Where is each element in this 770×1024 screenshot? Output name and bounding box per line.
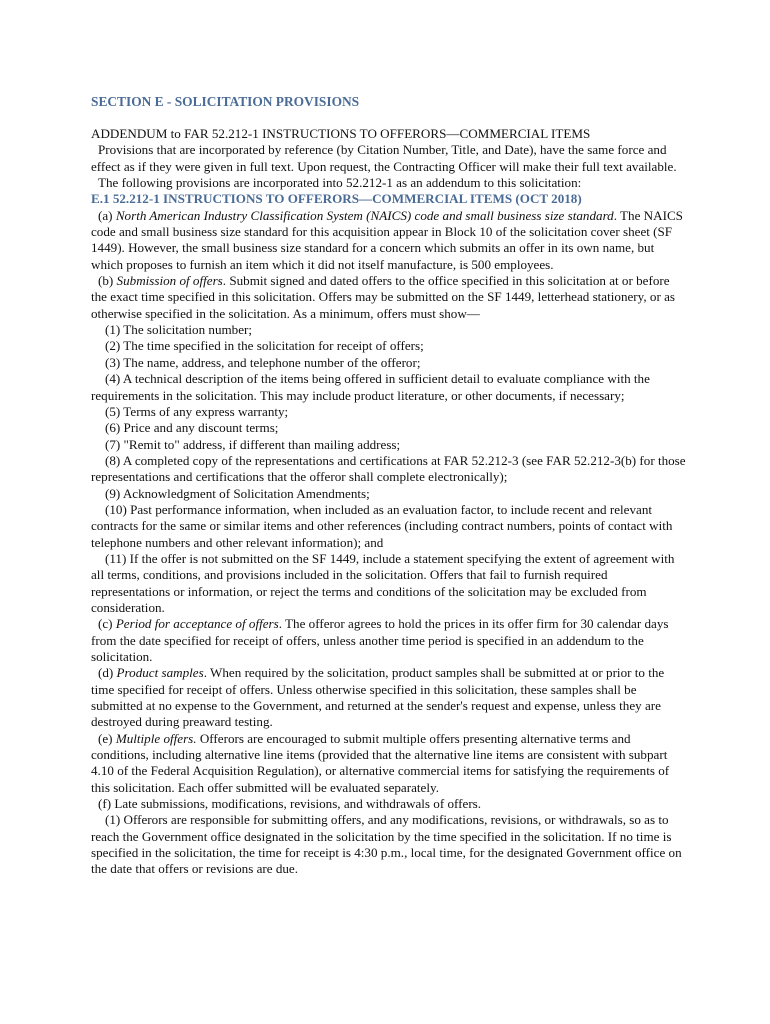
paragraph-label: Product samples (116, 665, 204, 681)
paragraph-c (91, 616, 687, 665)
paragraph-marker: (e) (98, 730, 116, 746)
list-item: (2) The time specified in the solicitation for receipt of offers; (105, 338, 424, 354)
list-item: (4) A technical description of the items being offered in sufficient detail to evaluate compliance with the requirements in the solicitation. This may include product literature, or other documents, if necessary; (91, 371, 650, 403)
paragraph-f1: (1) Offerors are responsible for submitting offers, and any modifications, revisions, or withdrawals, so as to reach the Government office designated in the solicitation by the time specified in the solicitation. If no time is specified in the solicitation, the time for receipt is 4:30 p.m., local time, for the designated Government office on the date that offers or revisions are due. (91, 812, 682, 877)
list-item: (8) A completed copy of the representations and certifications at FAR 52.212-3 (see FAR 52.212-3(b) for those representations and certifications that the offeror shall complete electronically); (91, 452, 686, 485)
paragraph-marker: (d) (98, 665, 117, 681)
paragraph-marker: (c) (98, 616, 116, 632)
paragraph-text: . Submit signed and dated offers to the office specified in this solicitation at or before the exact time specified in this solicitation. Offers may be submitted on the SF 1449, letterhead stationery, or as otherwise specified in the solicitation. As a minimum, offers must show— (91, 273, 675, 321)
paragraph-b (91, 273, 687, 322)
addendum-title: ADDENDUM to FAR 52.212-1 INSTRUCTIONS TO OFFERORS—COMMERCIAL ITEMS (91, 126, 591, 141)
paragraph-a (91, 208, 687, 273)
intro-paragraph: Provisions that are incorporated by reference (by Citation Number, Title, and Date), have the same force and effect as if they were given in full text. Upon request, the Contracting Officer will make their full text available. (91, 142, 677, 174)
provision-heading: E.1 52.212-1 INSTRUCTIONS TO OFFERORS—COMMERCIAL ITEMS (OCT 2018) (91, 191, 582, 207)
paragraph-marker: (a) (98, 207, 116, 223)
paragraph-text: . The NAICS code and small business size standard for this acquisition appear in Block 10 of the solicitation cover sheet (SF 1449). However, the small business size standard for a concern which submits an offer in its own name, but which proposes to furnish an item which it did not itself manufacture, is 500 employees. (91, 207, 683, 272)
paragraph-text: . The offeror agrees to hold the prices in its offer firm for 30 calendar days from the date specified for receipt of offers, unless another time period is specified in an addendum to the solicitation. (91, 616, 669, 664)
paragraph-label: Multiple offers. (115, 730, 197, 746)
paragraph-d (91, 665, 687, 730)
list-item: (9) Acknowledgment of Solicitation Amendments; (105, 485, 370, 501)
list-item: (5) Terms of any express warranty; (105, 403, 289, 419)
paragraph-label: Submission of offers (116, 273, 223, 289)
paragraph-label: North American Industry Classification System (NAICS) code and small business size standard (115, 207, 614, 223)
list-item: (1) The solicitation number; (105, 322, 253, 338)
paragraph-e (91, 731, 687, 796)
paragraph-text: . When required by the solicitation, product samples shall be submitted at or prior to the time specified for receipt of offers. Unless otherwise specified in this solicitation, these samples shall be submitted at no expense to the Government, and returned at the sender's request and expense, unless they are destroyed during preaward testing. (91, 665, 665, 730)
list-item: (11) If the offer is not submitted on the SF 1449, include a statement specifying the extent of agreement with all terms, conditions, and provisions included in the solicitation. Offers that fail to furnish required representations or information, or reject the terms and conditions of the solicitation may be excluded from consideration. (91, 550, 675, 615)
paragraph-f: (f) Late submissions, modifications, revisions, and withdrawals of offers. (98, 796, 482, 812)
paragraph-text: Offerors are encouraged to submit multiple offers presenting alternative terms and conditions, including alternative line items (provided that the alternative line items are consistent with subpart 4.10 of the Federal Acquisition Regulation), or alternative commercial items for satisfying the requirements of this solicitation. Each offer submitted will be evaluated separately. (91, 730, 670, 795)
list-item: (7) "Remit to" address, if different than mailing address; (105, 436, 401, 452)
paragraph-marker: (b) (98, 273, 117, 289)
list-item: (6) Price and any discount terms; (105, 420, 279, 436)
list-item: (10) Past performance information, when included as an evaluation factor, to include recent and relevant contracts for the same or similar items and other references (including contract numbers, points of contact with telephone numbers and other relevant information); and (91, 501, 673, 550)
section-title: SECTION E - SOLICITATION PROVISIONS (91, 94, 360, 109)
intro-paragraph-2: The following provisions are incorporated into 52.212-1 as an addendum to this solicitation: (98, 175, 582, 191)
paragraph-label: Period for acceptance of offers (115, 616, 279, 632)
document-page (91, 94, 687, 878)
list-item: (3) The name, address, and telephone number of the offeror; (105, 354, 421, 370)
